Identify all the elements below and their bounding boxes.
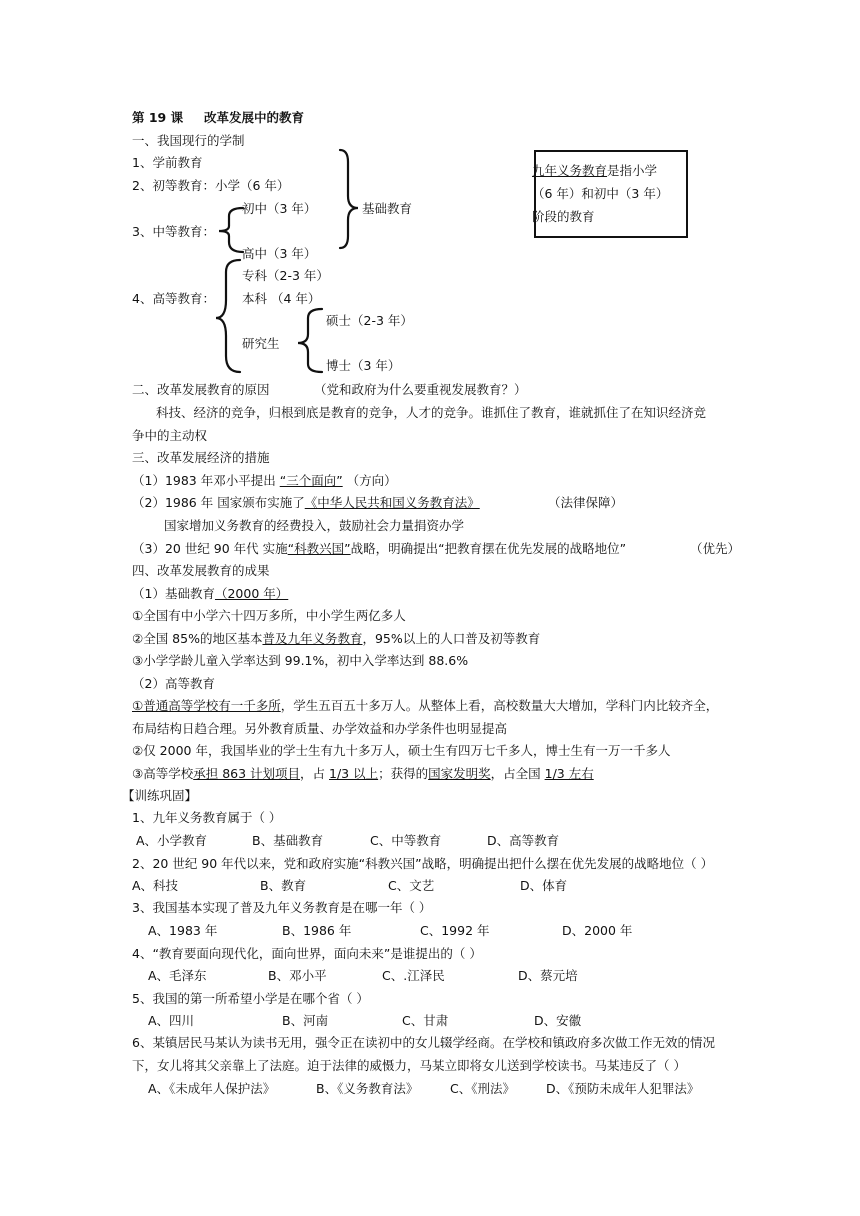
three-orientations: “三个面向” <box>279 473 343 488</box>
q1-option-b[interactable]: B、基础教育 <box>252 833 324 848</box>
measure-3-rest: 战略，明确提出“把教育摆在优先发展的战略地位” <box>350 541 627 556</box>
q1-option-d[interactable]: D、高等教育 <box>487 833 560 848</box>
q5-option-d[interactable]: D、安徽 <box>534 1013 582 1028</box>
measure-1 <box>132 473 397 489</box>
q6-option-c[interactable]: C、《刑法》 <box>450 1081 515 1096</box>
year-2000: （2000 年） <box>214 586 289 601</box>
q3-option-a[interactable]: A、1983 年 <box>148 923 218 938</box>
lesson-number: 第 19 课 <box>132 110 184 125</box>
q5-option-b[interactable]: B、河南 <box>282 1013 329 1028</box>
question-3: 3、我国基本实现了普及九年义务教育是在哪一年（ ） <box>132 900 432 915</box>
result-2 <box>132 631 540 647</box>
brace-basic-education <box>340 150 358 248</box>
measure-2-note: （法律保障） <box>548 495 624 510</box>
section-2-question: （党和政府为什么要重视发展教育？） <box>314 382 527 397</box>
brace-higher-education <box>216 260 240 372</box>
science-education-strategy: “科教兴国” <box>287 541 351 556</box>
q2-option-c[interactable]: C、文艺 <box>388 878 435 893</box>
measure-3-note: （优先） <box>690 541 741 556</box>
q3-option-c[interactable]: C、1992 年 <box>420 923 490 938</box>
q4-option-c[interactable]: C、.江泽民 <box>382 968 445 983</box>
junior-middle: 初中（3 年） <box>242 201 317 216</box>
q5-option-c[interactable]: C、甘肃 <box>402 1013 449 1028</box>
result-2-text: ②全国 85%的地区基本 <box>132 631 263 646</box>
result-3: ③小学学龄儿童入学率达到 99.1%，初中入学率达到 88.6% <box>132 653 469 668</box>
q5-option-a[interactable]: A、四川 <box>148 1013 195 1028</box>
q4-option-a[interactable]: A、毛泽东 <box>148 968 207 983</box>
senior-middle: 高中（3 年） <box>242 246 317 261</box>
section-2-paragraph-1: 科技、经济的竞争，归根到底是教育的竞争，人才的竞争。谁抓住了教育，谁就抓住了在知识经济竞 <box>156 405 707 420</box>
q2-option-a[interactable]: A、科技 <box>132 878 179 893</box>
question-6-line-1: 6、某镇居民马某认为读书无用，强令正在读初中的女儿辍学经商。在学校和镇政府多次做工作无效的情况 <box>132 1035 715 1050</box>
section-2-paragraph-2: 争中的主动权 <box>132 428 208 443</box>
basic-education-label: 基础教育 <box>362 201 413 216</box>
benke: 本科 （4 年） <box>242 291 321 306</box>
q3-option-b[interactable]: B、1986 年 <box>282 923 352 938</box>
higher-1-rest: ，学生五百五十多万人。从整体上看，高校数量大大增加，学科门内比较齐全， <box>280 698 719 713</box>
school-item-3: 3、中等教育： <box>132 224 215 239</box>
brace-lines <box>0 0 860 400</box>
popularize-nine-year: 普及九年义务教育 <box>262 631 363 646</box>
section-4-heading: 四、改革发展教育的成果 <box>132 563 270 578</box>
higher-3-text: ③高等学校 <box>132 766 194 781</box>
school-item-4: 4、高等教育： <box>132 291 215 306</box>
q4-option-d[interactable]: D、蔡元培 <box>518 968 578 983</box>
basic-education-sub: （1）基础教育 <box>132 586 215 601</box>
higher-3-sep-1: ，占 <box>300 766 330 781</box>
measure-1-note: （方向） <box>342 473 397 488</box>
question-4: 4、“教育要面向现代化，面向世界，面向未来”是谁提出的（ ） <box>132 946 482 961</box>
brace-middle-school <box>219 208 243 252</box>
zhuanke: 专科（2-3 年） <box>242 268 329 283</box>
higher-1-line-2: 布局结构日趋合理。另外教育质量、办学效益和办学条件也明显提高 <box>132 721 508 736</box>
brace-graduate <box>298 309 322 372</box>
result-2-rest: ，95%以上的人口普及初等教育 <box>362 631 541 646</box>
q6-option-a[interactable]: A、《未成年人保护法》 <box>148 1081 276 1096</box>
about-one-third: 1/3 左右 <box>544 766 594 781</box>
higher-3-sep-3: ，占全国 <box>490 766 545 781</box>
q2-option-b[interactable]: B、教育 <box>260 878 307 893</box>
q3-option-d[interactable]: D、2000 年 <box>562 923 633 938</box>
box-line-2: （6 年）和初中（3 年） <box>532 186 669 201</box>
school-item-2: 2、初等教育：小学（6 年） <box>132 178 290 193</box>
box-term: 九年义务教育 <box>532 163 608 178</box>
q1-option-a[interactable]: A、小学教育 <box>136 833 208 848</box>
section-3-heading: 三、改革发展经济的措施 <box>132 450 270 465</box>
box-line-1-rest: 是指小学 <box>607 163 658 178</box>
measure-3-text: （3）20 世纪 90 年代 实施 <box>132 541 288 556</box>
school-item-1: 1、学前教育 <box>132 155 203 170</box>
invention-award: 国家发明奖 <box>428 766 491 781</box>
q6-option-b[interactable]: B、《义务教育法》 <box>316 1081 419 1096</box>
practice-heading: 【训练巩固】 <box>122 788 198 803</box>
q1-option-c[interactable]: C、中等教育 <box>370 833 442 848</box>
question-5: 5、我国的第一所希望小学是在哪个省（ ） <box>132 991 369 1006</box>
higher-2: ②仅 2000 年，我国毕业的学士生有九十多万人，硕士生有四万七千多人，博士生有一万一千多人 <box>132 743 671 758</box>
page-title: 改革发展中的教育 <box>204 110 305 125</box>
q6-option-d[interactable]: D、《预防未成年人犯罪法》 <box>546 1081 700 1096</box>
measure-3 <box>132 541 626 557</box>
q2-option-d[interactable]: D、体育 <box>520 878 568 893</box>
over-one-third: 1/3 以上 <box>329 766 379 781</box>
project-863: 承担 863 计划项目 <box>193 766 301 781</box>
q4-option-b[interactable]: B、邓小平 <box>268 968 327 983</box>
compulsory-education-law: 《中华人民共和国义务教育法》 <box>304 495 480 510</box>
higher-1 <box>132 698 718 714</box>
doctor: 博士（3 年） <box>326 358 401 373</box>
question-2: 2、20 世纪 90 年代以来，党和政府实施“科教兴国”战略，明确提出把什么摆在优先发展的战略地位（ ） <box>132 856 714 871</box>
result-higher-heading: （2）高等教育 <box>132 676 215 691</box>
measure-2-line-2: 国家增加义务教育的经费投入，鼓励社会力量捐资办学 <box>164 518 465 533</box>
higher-3-sep-2: ；获得的 <box>378 766 429 781</box>
question-6-line-2: 下，女儿将其父亲靠上了法庭。迫于法律的威慑力，马某立即将女儿送到学校读书。马某违反了（ ） <box>132 1058 686 1073</box>
graduate: 研究生 <box>242 336 280 351</box>
measure-2-text: （2）1986 年 国家颁布实施了 <box>132 495 305 510</box>
question-1: 1、九年义务教育属于（ ） <box>132 810 282 825</box>
section-2-heading: 二、改革发展教育的原因 <box>132 382 270 397</box>
measure-2 <box>132 495 480 511</box>
measure-1-text: （1）1983 年邓小平提出 <box>132 473 280 488</box>
higher-3 <box>132 766 594 782</box>
result-1: ①全国有中小学六十四万多所，中小学生两亿多人 <box>132 608 406 623</box>
result-basic-heading <box>132 586 288 602</box>
master: 硕士（2-3 年） <box>326 313 413 328</box>
box-line-1 <box>532 163 657 179</box>
box-line-3: 阶段的教育 <box>532 209 595 224</box>
university-count: ①普通高等学校有一千多所 <box>132 698 281 713</box>
section-1-heading: 一、我国现行的学制 <box>132 133 245 148</box>
